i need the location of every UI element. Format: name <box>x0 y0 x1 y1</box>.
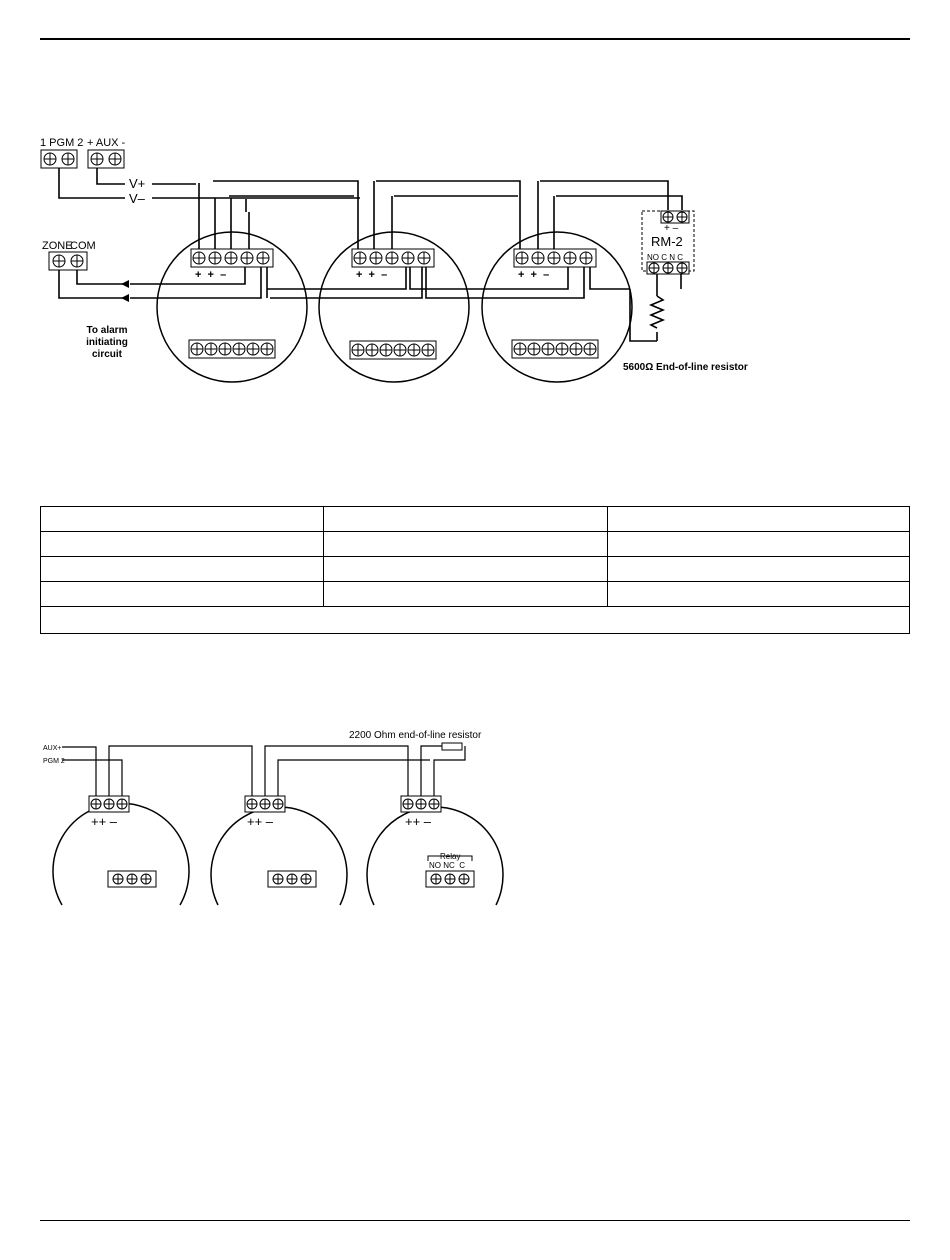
alarm-circuit-label-2: initiating <box>86 337 128 348</box>
eol-resistor-2200-icon <box>442 743 462 750</box>
table-cell <box>41 557 324 582</box>
aux-label: + AUX - <box>87 137 126 149</box>
detector-base-a <box>53 803 189 905</box>
vminus-label: V– <box>129 191 145 206</box>
wiring-2 <box>62 746 465 796</box>
table-cell <box>41 507 324 532</box>
table-cell <box>41 582 324 607</box>
table-cell <box>324 532 608 557</box>
com-label: COM <box>70 240 96 252</box>
aux-terminals <box>88 150 124 168</box>
detector-3-bottom-terminals <box>512 340 598 358</box>
detector-3-polarity: + + – <box>518 269 550 281</box>
table-cell <box>324 557 608 582</box>
vplus-label: V+ <box>129 176 146 191</box>
detector-a-bottom-terminals <box>108 871 156 887</box>
alarm-circuit-label-3: circuit <box>91 349 123 360</box>
detector-3-terminal-block <box>514 249 596 267</box>
pgm-terminals <box>41 150 77 168</box>
detector-c-terminals <box>401 796 441 812</box>
table-note-row <box>41 607 910 634</box>
table-cell <box>608 557 910 582</box>
detector-1-polarity: + + – <box>195 269 227 281</box>
footer-rule <box>40 1220 910 1221</box>
detector-b-polarity: ++ – <box>247 814 274 829</box>
alarm-circuit-label-1: To alarm <box>86 325 128 336</box>
rm2-label: RM-2 <box>651 234 683 249</box>
table-cell <box>324 507 608 532</box>
table-cell <box>324 582 608 607</box>
table-row <box>41 557 910 582</box>
table-cell <box>608 582 910 607</box>
aux-plus-label: AUX+ <box>43 745 62 752</box>
two-detector-relay-wiring-diagram <box>0 720 950 940</box>
table-cell <box>41 532 324 557</box>
detector-base-b <box>211 807 347 905</box>
pgm2-label: PGM 2 <box>43 758 65 765</box>
pgm-label: 1 PGM 2 <box>40 137 84 149</box>
spec-table <box>40 506 910 634</box>
rm2-terminal-labels: + – <box>664 223 679 234</box>
detector-b-terminals <box>245 796 285 812</box>
table-note <box>41 607 910 634</box>
eol-resistor-2200-label: 2200 Ohm end-of-line resistor <box>349 730 482 741</box>
table-cell <box>608 532 910 557</box>
zone-label: ZONE <box>42 240 73 252</box>
table-row <box>41 507 910 532</box>
relay-terminals <box>426 871 474 887</box>
relay-label: Relay <box>440 852 461 861</box>
detector-1-bottom-terminals <box>189 340 275 358</box>
table-row <box>41 532 910 557</box>
table-cell <box>608 507 910 532</box>
eol-resistor-icon <box>651 296 663 328</box>
detector-a-polarity: ++ – <box>91 814 118 829</box>
detector-2-polarity: + + – <box>356 269 388 281</box>
detector-2-terminal-block <box>352 249 434 267</box>
detector-c-polarity: ++ – <box>405 814 432 829</box>
detector-a-terminals <box>89 796 129 812</box>
relay-contact-labels: NO NC C <box>429 861 465 870</box>
four-wire-wiring-diagram <box>0 0 950 400</box>
detector-2-bottom-terminals <box>350 341 436 359</box>
relay-terminal-labels: NO C N C <box>647 253 683 262</box>
detector-b-bottom-terminals <box>268 871 316 887</box>
eol-resistor-label: 5600Ω End-of-line resistor <box>623 362 748 373</box>
detector-1-terminal-block <box>191 249 273 267</box>
table-row <box>41 582 910 607</box>
zone-com-terminals <box>49 252 87 270</box>
